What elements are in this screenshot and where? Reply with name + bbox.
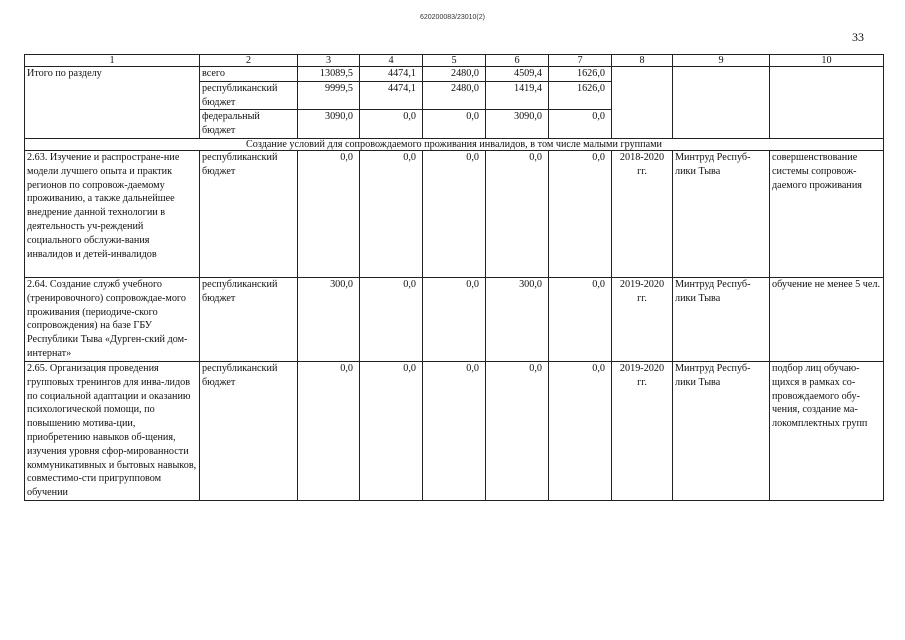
period-cell: 2019-2020 гг. <box>612 277 673 361</box>
column-number-row <box>25 55 884 67</box>
executor-cell <box>673 67 770 139</box>
section-title: Создание условий для сопровождаемого проживания инвалидов, в том числе малыми группами <box>25 138 884 150</box>
column-header: 8 <box>612 55 673 67</box>
measure-name: 2.63. Изучение и распростране-ние модели лучшего опыта и практик регионов по сопровож-даемому проживанию, а также дальнейшее внедрение данной технологии в деятельность уч-реждений социального обслужи-вания инвалидов и детей-инвалидов <box>25 150 200 277</box>
result-cell: обучение не менее 5 чел. <box>770 277 884 361</box>
value-cell: 0,0 <box>486 150 549 277</box>
value-cell: 0,0 <box>360 110 423 139</box>
value-cell: 0,0 <box>360 277 423 361</box>
value-cell: 4474,1 <box>360 67 423 82</box>
funding-source: республиканский бюджет <box>200 81 298 110</box>
value-cell: 1626,0 <box>549 67 612 82</box>
value-cell: 300,0 <box>486 277 549 361</box>
funding-source: республиканский бюджет <box>200 361 298 500</box>
value-cell: 0,0 <box>298 361 360 500</box>
result-cell <box>770 67 884 139</box>
column-header: 10 <box>770 55 884 67</box>
value-cell: 0,0 <box>549 277 612 361</box>
value-cell: 0,0 <box>360 361 423 500</box>
measure-name: 2.64. Создание служб учебного (тренировочного) сопровождае-мого проживания (периодиче-ского сопровождения) на базе ГБУ Республики Тыва «Дурген-ский дом-интернат» <box>25 277 200 361</box>
summary-label: Итого по разделу <box>25 67 200 139</box>
value-cell: 0,0 <box>423 277 486 361</box>
value-cell: 4509,4 <box>486 67 549 82</box>
executor-cell: Минтруд Респуб-лики Тыва <box>673 361 770 500</box>
value-cell: 1419,4 <box>486 81 549 110</box>
table-row <box>25 150 884 277</box>
executor-cell: Минтруд Респуб-лики Тыва <box>673 277 770 361</box>
value-cell: 2480,0 <box>423 67 486 82</box>
value-cell: 0,0 <box>423 150 486 277</box>
period-cell <box>612 67 673 139</box>
value-cell: 0,0 <box>549 361 612 500</box>
funding-source: всего <box>200 67 298 82</box>
page-number: 33 <box>852 30 864 44</box>
value-cell: 13089,5 <box>298 67 360 82</box>
value-cell: 0,0 <box>423 361 486 500</box>
column-header: 2 <box>200 55 298 67</box>
funding-source: федеральный бюджет <box>200 110 298 139</box>
period-cell: 2018-2020 гг. <box>612 150 673 277</box>
value-cell: 0,0 <box>486 361 549 500</box>
column-header: 6 <box>486 55 549 67</box>
value-cell: 0,0 <box>549 110 612 139</box>
document-code: 620200083/23010(2) <box>419 14 485 21</box>
section-title-row <box>25 138 884 150</box>
summary-row <box>25 67 884 82</box>
funding-source: республиканский бюджет <box>200 277 298 361</box>
column-header: 1 <box>25 55 200 67</box>
result-cell: совершенствование системы сопровож-даемого проживания <box>770 150 884 277</box>
value-cell: 0,0 <box>298 150 360 277</box>
program-table <box>24 54 884 501</box>
executor-cell: Минтруд Респуб-лики Тыва <box>673 150 770 277</box>
value-cell: 9999,5 <box>298 81 360 110</box>
column-header: 3 <box>298 55 360 67</box>
column-header: 5 <box>423 55 486 67</box>
value-cell: 3090,0 <box>486 110 549 139</box>
value-cell: 2480,0 <box>423 81 486 110</box>
value-cell: 3090,0 <box>298 110 360 139</box>
value-cell: 0,0 <box>549 150 612 277</box>
measure-name: 2.65. Организация проведения групповых тренингов для инва-лидов по социальной адаптации и оказанию психологической помощи, по повышению мотива-ции, приобретению навыков об-щения, изучения уровня сфор-мированности коммуникативных и бытовых навыков, совместимо-сти пригрупповом обучении <box>25 361 200 500</box>
value-cell: 4474,1 <box>360 81 423 110</box>
funding-source: республиканский бюджет <box>200 150 298 277</box>
table-row <box>25 277 884 361</box>
result-cell: подбор лиц обучаю-щихся в рамках со-провождаемого обу-чения, создание ма-локомплектных групп <box>770 361 884 500</box>
table-row <box>25 361 884 500</box>
period-cell: 2019-2020 гг. <box>612 361 673 500</box>
value-cell: 1626,0 <box>549 81 612 110</box>
column-header: 9 <box>673 55 770 67</box>
value-cell: 300,0 <box>298 277 360 361</box>
column-header: 4 <box>360 55 423 67</box>
value-cell: 0,0 <box>360 150 423 277</box>
value-cell: 0,0 <box>423 110 486 139</box>
column-header: 7 <box>549 55 612 67</box>
